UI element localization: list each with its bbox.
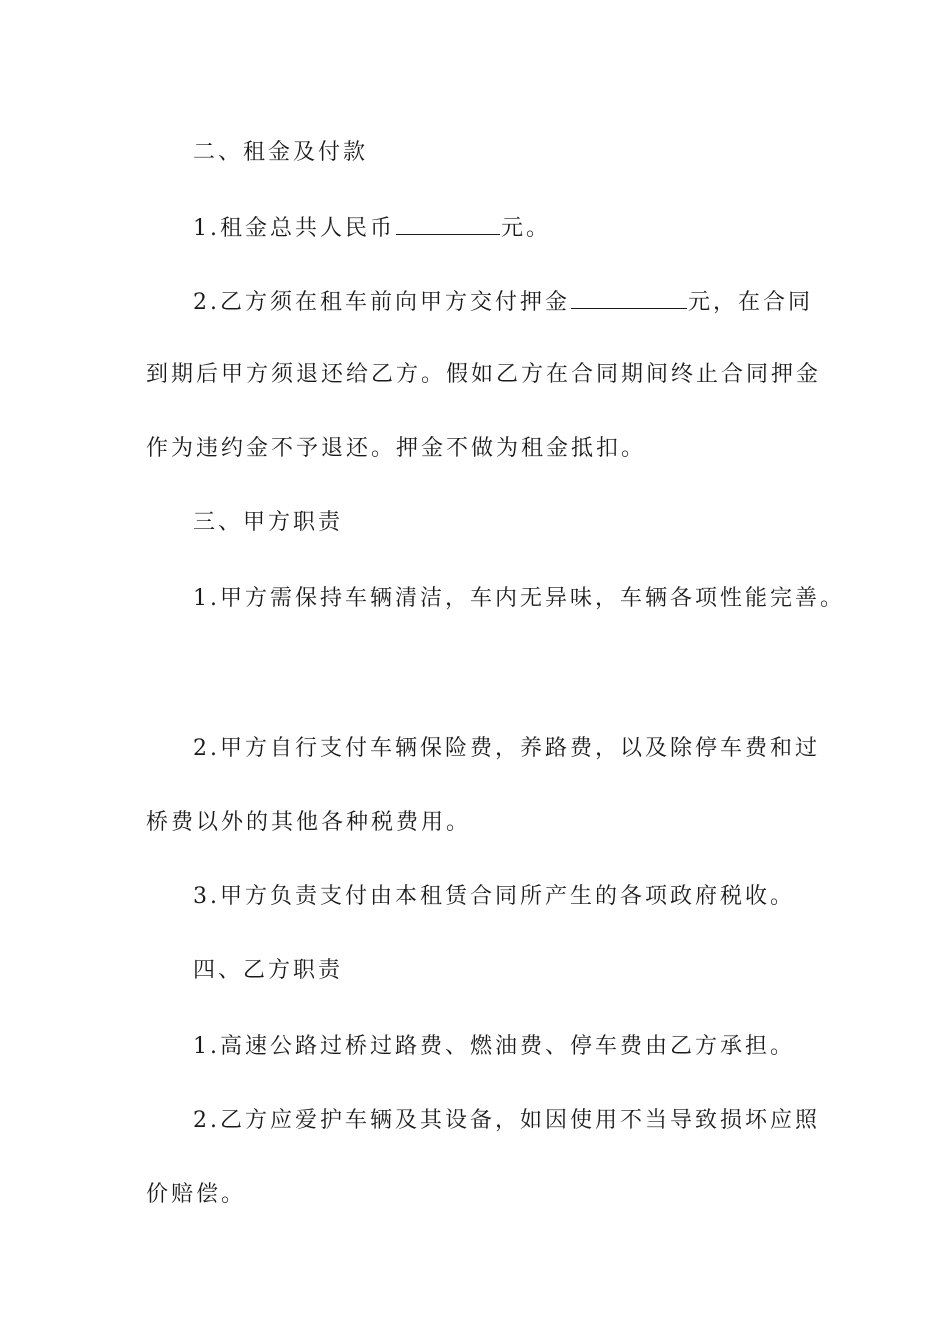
party-b-clause-2-line-2 — [146, 1180, 826, 1210]
clause-text: 2.甲方自行支付车辆保险费，养路费，以及除停车费和过 — [193, 736, 820, 761]
party-b-clause-2-line-1 — [193, 1106, 873, 1136]
party-a-clause-2-line-2 — [146, 808, 826, 838]
heading-text: 四、乙方职责 — [193, 958, 344, 983]
clause-text: 2.乙方应爱护车辆及其设备，如因使用不当导致损坏应照 — [193, 1108, 820, 1133]
clause-text: 1.甲方需保持车辆清洁，车内无异味，车辆各项性能完善。 — [193, 586, 845, 611]
section-heading-party-a-duties — [193, 508, 873, 538]
rent-amount-blank — [396, 212, 500, 235]
heading-text: 二、租金及付款 — [193, 140, 369, 165]
clause-text: 元，在合同 — [688, 290, 814, 315]
deposit-clause-line-3 — [146, 434, 826, 464]
clause-text: 3.甲方负责支付由本租赁合同所产生的各项政府税收。 — [193, 884, 795, 909]
section-heading-party-b-duties — [193, 956, 873, 986]
clause-text: 元。 — [501, 216, 552, 241]
clause-text: 2.乙方须在租车前向甲方交付押金 — [193, 290, 570, 315]
clause-text: 作为违约金不予退还。押金不做为租金抵扣。 — [146, 436, 647, 461]
deposit-amount-blank — [571, 286, 687, 309]
heading-text: 三、甲方职责 — [193, 510, 344, 535]
clause-text: 1.高速公路过桥过路费、燃油费、停车费由乙方承担。 — [193, 1034, 795, 1059]
clause-text: 1.租金总共人民币 — [193, 216, 395, 241]
section-heading-rent-payment — [193, 138, 873, 168]
party-a-clause-2-line-1 — [193, 734, 873, 764]
party-b-clause-1 — [193, 1032, 873, 1062]
clause-text: 桥费以外的其他各种税费用。 — [146, 810, 472, 835]
party-a-clause-1 — [193, 584, 873, 614]
deposit-clause-line-1 — [193, 286, 873, 318]
clause-text: 到期后甲方须退还给乙方。假如乙方在合同期间终止合同押金 — [146, 362, 822, 387]
rent-total-clause — [193, 212, 873, 244]
clause-text: 价赔偿。 — [146, 1182, 247, 1207]
party-a-clause-3 — [193, 882, 873, 912]
deposit-clause-line-2 — [146, 360, 826, 390]
